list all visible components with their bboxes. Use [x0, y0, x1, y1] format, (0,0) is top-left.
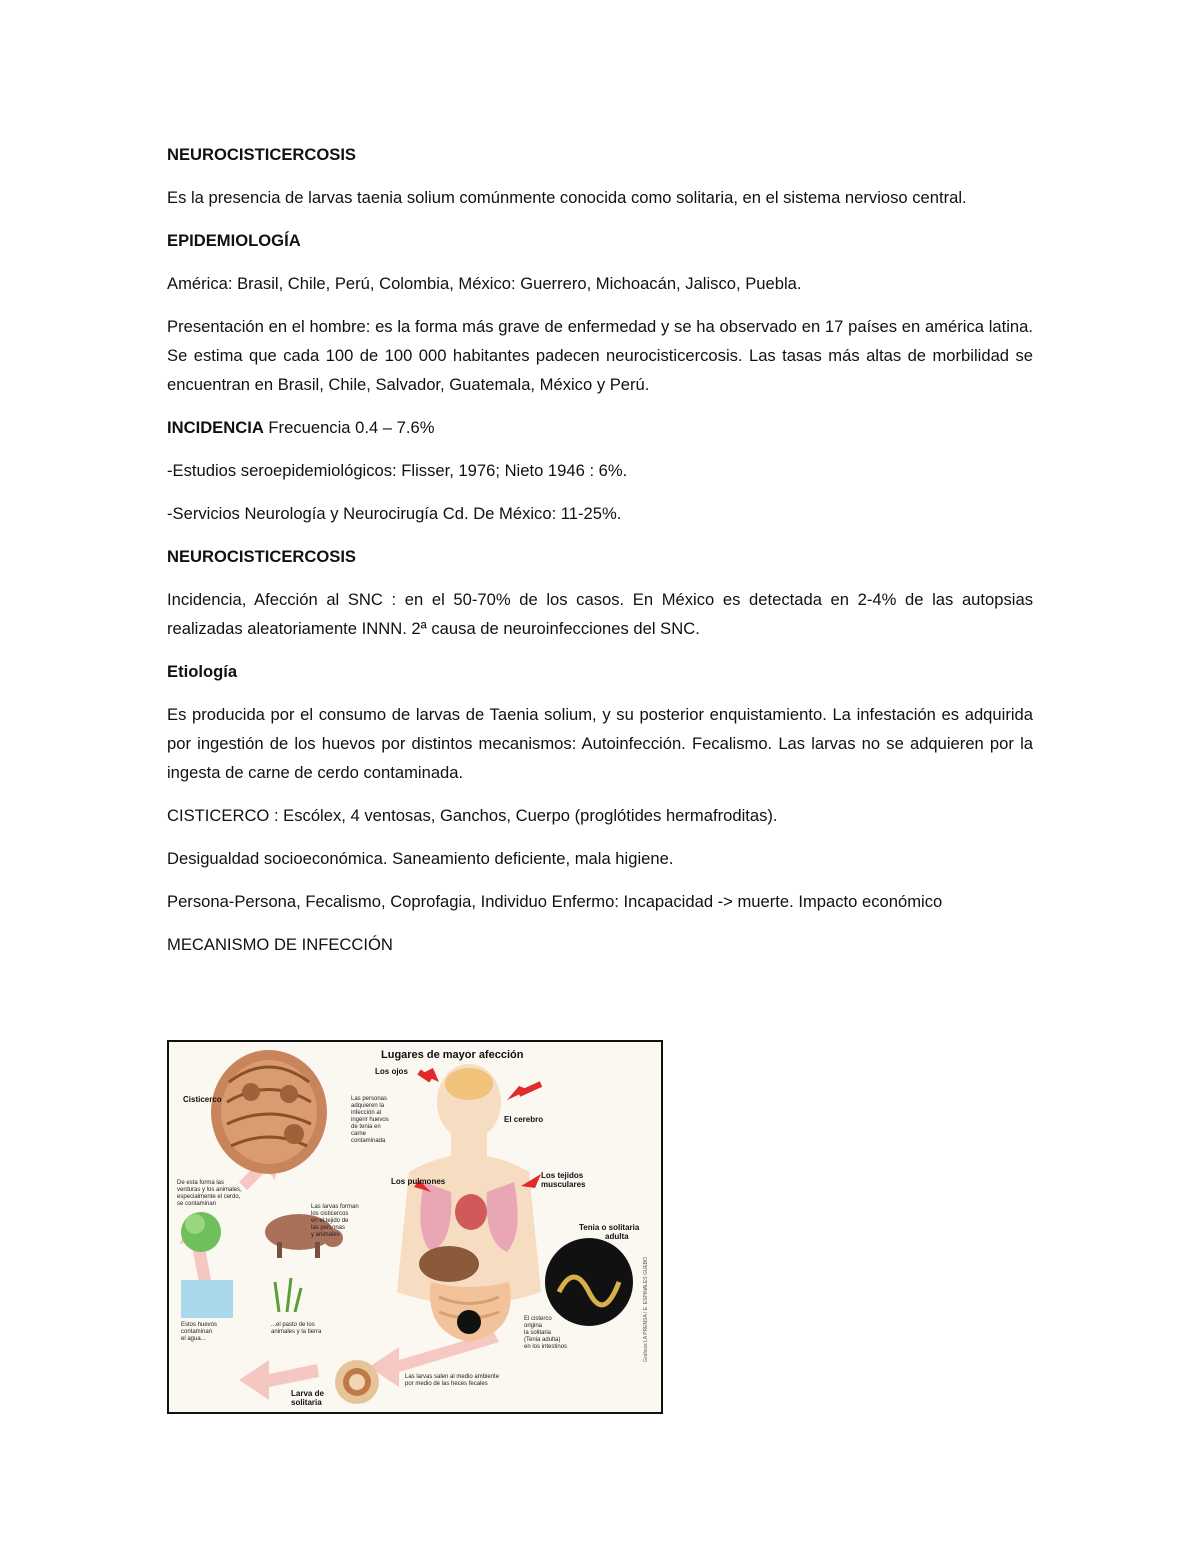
label-line: se contaminan: [177, 1201, 217, 1207]
label-line: Las personas: [351, 1096, 388, 1102]
label-line: origina: [524, 1323, 543, 1329]
heading-etiologia: Etiología: [167, 662, 238, 681]
label-larva-1: Larva de: [291, 1389, 324, 1398]
lettuce-illustration: [181, 1212, 221, 1252]
label-larvas-forman: [311, 1204, 359, 1238]
label-line: por medio de las heces fecales: [405, 1381, 488, 1387]
intro-paragraph: Es la presencia de larvas taenia solium comúnmente conocida como solitaria, en el sistema nervioso central.: [167, 188, 967, 207]
incidence-label: INCIDENCIA: [167, 418, 264, 437]
presentation-paragraph: Presentación en el hombre: es la forma más grave de enfermedad y se ha observado en 17 países en américa latina. Se estima que cada 100 de 100 000 habitantes padecen neurocisticercosis. Las tasas más altas de morbilidad se encuentran en Brasil, Chile, Salvador, Guatemala, México y Perú.: [167, 317, 1033, 394]
persona-paragraph: Persona-Persona, Fecalismo, Coprofagia, Individuo Enfermo: Incapacidad -> muerte. Impacto económico: [167, 892, 943, 911]
label-larva-2: solitaria: [291, 1398, 322, 1407]
label-line: contaminada: [351, 1138, 386, 1144]
label-pulmones: Los pulmones: [391, 1177, 446, 1186]
human-body-illustration: [397, 1064, 544, 1342]
label-line: en los intestinos: [524, 1344, 568, 1350]
label-line: especialmente el cerdo,: [177, 1194, 241, 1200]
title-neurocisticercosis: NEUROCISTICERCOSIS: [167, 145, 357, 164]
label-tejidos-1: Los tejidos: [541, 1171, 584, 1180]
label-ojos: Los ojos: [375, 1067, 408, 1076]
incidence-value: Frecuencia 0.4 – 7.6%: [263, 418, 435, 437]
studies-paragraph: -Estudios seroepidemiológicos: Flisser, 1976; Nieto 1946 : 6%.: [167, 461, 628, 480]
label-line: infección al: [351, 1110, 382, 1116]
label-line: carne: [351, 1131, 367, 1137]
label-line: animales y la tierra: [271, 1329, 322, 1335]
grass-illustration: [275, 1278, 301, 1312]
label-forma: [177, 1180, 242, 1207]
label-tenia-1: Tenia o solitaria: [579, 1223, 640, 1232]
label-line: las personas: [311, 1225, 346, 1231]
label-cisticerco: Cisticerco: [183, 1095, 222, 1104]
label-line: De esta forma las: [177, 1180, 225, 1186]
label-line: (Tenia adulta): [524, 1337, 561, 1343]
label-line: el agua...: [181, 1336, 206, 1342]
label-pasto: [271, 1322, 322, 1335]
label-line: adquieren la: [351, 1103, 385, 1109]
cisticerco-illustration: [211, 1050, 327, 1174]
figure-title: Lugares de mayor afección: [381, 1049, 524, 1061]
title-neurocisticercosis-2: NEUROCISTICERCOSIS: [167, 547, 357, 566]
label-line: de tenia en: [351, 1124, 381, 1130]
label-line: ...el pasto de los: [271, 1322, 315, 1328]
infection-mechanism-figure: [167, 1040, 663, 1414]
label-line: contaminan: [181, 1329, 213, 1335]
label-huevos: [181, 1322, 217, 1342]
label-cisterco: [524, 1316, 567, 1350]
etiologia-paragraph: Es producida por el consumo de larvas de Taenia solium, y su posterior enquistamiento. La infestación es adquirida por ingestión de los huevos por distintos mecanismos: Autoinfección. Fecalismo. Las larvas no se adquieren por la ingesta de carne de cerdo contaminada.: [167, 705, 1033, 782]
services-paragraph: -Servicios Neurología y Neurocirugía Cd. De México: 11-25%.: [167, 504, 622, 523]
incidence-paragraph: [167, 413, 1033, 442]
america-paragraph: América: Brasil, Chile, Perú, Colombia, México: Guerrero, Michoacán, Jalisco, Puebla.: [167, 274, 802, 293]
label-line: El cisterco: [524, 1316, 552, 1322]
label-line: Estos huevos: [181, 1322, 218, 1328]
label-personas: [351, 1096, 389, 1144]
heading-epidemiologia: EPIDEMIOLOGÍA: [167, 231, 301, 250]
label-tenia-2: adulta: [605, 1232, 629, 1241]
label-tejidos-2: musculares: [541, 1180, 586, 1189]
document-body: [167, 140, 1033, 973]
label-line: en el tejido de: [311, 1218, 349, 1224]
tenia-illustration: [545, 1238, 633, 1326]
label-line: los cisticercos: [311, 1211, 349, 1217]
label-salen: [405, 1374, 500, 1387]
label-line: Las larvas forman: [311, 1204, 359, 1210]
label-line: la solitaria: [524, 1330, 552, 1336]
label-line: y animales: [311, 1232, 340, 1238]
label-line: ingerir huevos: [351, 1117, 389, 1123]
mecanismo-heading: MECANISMO DE INFECCIÓN: [167, 935, 393, 954]
cisticerco-paragraph: CISTICERCO : Escólex, 4 ventosas, Ganchos, Cuerpo (proglótides hermafroditas).: [167, 806, 778, 825]
snc-paragraph: Incidencia, Afección al SNC : en el 50-70% de los casos. En México es detectada en 2-4% de las autopsias realizadas aleatoriamente INNN. 2ª causa de neuroinfecciones del SNC.: [167, 590, 1033, 638]
infection-diagram: [169, 1042, 661, 1412]
figure-credit: Gráficos LA PRENSA / E. ESPINALES GUEBO: [643, 1256, 649, 1362]
label-line: Las larvas salen al medio ambiente: [405, 1374, 500, 1380]
label-line: verduras y los animales,: [177, 1187, 242, 1193]
label-cerebro: El cerebro: [504, 1115, 544, 1124]
water-illustration: [181, 1280, 233, 1318]
desigualdad-paragraph: Desigualdad socioeconómica. Saneamiento deficiente, mala higiene.: [167, 849, 674, 868]
